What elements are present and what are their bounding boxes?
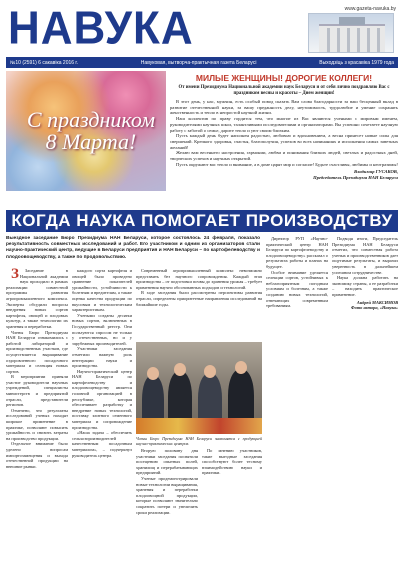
paragraph: каждого сорта картофеля и овощей было проведено сравнение показателей урожайности, устойчивости к болезням и вредителям, а также оценка качества продукции по вкусовым и технологическим характеристикам. — [72, 268, 132, 313]
issue-info-bar — [6, 57, 398, 68]
article-column-4 — [266, 236, 328, 570]
article-column-2b — [136, 268, 262, 340]
academy-building-image — [308, 13, 394, 53]
article-column-2 — [72, 268, 132, 568]
paragraph: В этот день, у нас, мужчин, есть особый повод сказать Вам слова благодарности за ваш бесценный вклад в развитие отечественной науки, за вашу преданность делу, неутомимость, трудолюбие и умение сохранять женственность и тепло в непростой научной жизни. — [170, 99, 398, 116]
article-byline — [332, 300, 398, 311]
photo-caption: Члены Бюро Президиума НАН Беларуси знакомятся с продукцией научно-практических центров. — [136, 436, 262, 446]
paragraph: З Заседание в Национальной академии наук проходило в рамках реализации совместной программы развития агропромышленного комплекса. Эксперты обсудили вопросы внедрения новых сортов картофеля, овощей и плодовых культур, а также технологии их хранения и переработки. — [6, 268, 68, 329]
paragraph: Подводя итоги, Председатель Президиума НАН Беларуси отметил, что совместная работа ученых и производственников дает ощутимые результаты, и выразил уверенность в дальнейшем успешном сотрудничестве. — [332, 236, 398, 275]
masthead — [6, 4, 398, 54]
paragraph: Директор РУП «Научно-практический центр НАН Беларуси по картофелеводству и плодоовощеводству» рассказал о результатах работы и планах на будущее. — [266, 236, 328, 269]
newspaper-logo: НАВУКА — [8, 2, 194, 55]
bureau-meeting-photo — [136, 342, 262, 434]
paragraph: В ходе заседания были рассмотрены перспективы развития отрасли, определены приоритетные направления исследований на ближайшие годы. — [136, 290, 262, 307]
paragraph: В мероприятии приняли участие руководители научных учреждений, специалисты министерств и предприятий отрасли, представители регионов. — [6, 374, 68, 408]
main-headline: КОГДА НАУКА ПОМОГАЕТ ПРОИЗВОДСТВУ — [6, 210, 398, 232]
paragraph: Ученые продемонстрировали новые технологии выращивания, хранения и переработки плодоовощной продукции, которые позволяют значительно сократить потери и увеличить сроки реализации. — [136, 475, 198, 515]
drop-cap: З — [11, 268, 19, 282]
paragraph: Отмечено, что результаты исследований ученых находят широкое применение в практике, позволяют повысить урожайность и снизить затраты на производство продукции. — [6, 407, 68, 441]
newspaper-subtitle: Навуковая, вытворча-практычная газета Беларусі — [140, 59, 257, 66]
site-url[interactable]: www.gazeta-navuka.by — [344, 6, 396, 12]
paragraph: Члены Бюро Президиума НАН Беларуси ознакомились с работой лабораторий и производственных участков, где осуществляется выращивание оздоровленного посадочного материала и селекция новых сортов. — [6, 329, 68, 374]
article-column-5 — [332, 236, 398, 570]
paragraph: «Наша задача – обеспечить сельхозпроизводителей качественным посадочным материалом», – подчеркнул руководитель центра. — [72, 430, 132, 458]
paragraph: Пусть окружают вас тепло и внимание, а в доме царят мир и согласие! Будьте счастливы, любимы и неотразимы! — [176, 161, 398, 167]
flowers-photo — [6, 71, 166, 191]
issue-number: №10 (2591) 6 сакавіка 2016 г. — [10, 59, 79, 66]
article-column-3b — [202, 448, 262, 570]
paragraph: Современный агропромышленный комплекс невозможно представить без научного сопровождения. Каждый этап производства – от подготовки почвы до хранения урожая – требует применения научно обоснованных подходов и технологий. — [136, 268, 262, 290]
author-name: Андрей МАКСИМОВ — [356, 299, 398, 305]
paragraph: Отдельное внимание было уделено вопросам импортозамещения и выхода отечественной продукции на внешние рынки. — [6, 441, 68, 469]
paragraph: Наука должна работать на экономику страны, а ее разработки – находить практическое применение. — [332, 275, 398, 297]
greeting-heading: МИЛЫЕ ЖЕНЩИНЫ! ДОРОГИЕ КОЛЛЕГИ! — [195, 73, 373, 83]
holiday-greeting: С праздником 8 Марта! — [26, 107, 156, 154]
paragraph: Учеными созданы десятки новых сортов, включенных в Государственный реестр. Они пользуются спросом не только у отечественных, но и у зарубежных производителей. — [72, 312, 132, 346]
greeting-signature — [170, 169, 398, 180]
paragraph: Вторую половину дня участники заседания посвятили посещению опытных полей, хранилищ и перерабатывающих предприятий. — [136, 448, 198, 476]
paragraph: Наш коллектив по праву гордится тем, что многие из Вас являются учеными с мировым именем, руководителями научных школ, талантливыми исследователями и организаторами. Вы успешно сочетаете научную работу с заботой о семье, дарите тепло и уют своим близким. — [170, 116, 398, 133]
paragraph: По мнению участников, такие выездные заседания способствуют более тесному взаимодействию науки и практики. — [202, 448, 262, 476]
article-column-3 — [136, 448, 198, 570]
signature-name: Владимир ГУСАКОВ, — [353, 169, 398, 175]
greeting-subheading: От имени Президиума Национальной академии наук Беларуси и от себя лично поздравляю Вас с праздником весны и красоты – Днем женщин! — [178, 85, 390, 96]
signature-title: Председатель Президиума НАН Беларуси — [313, 175, 398, 181]
article-column-1 — [6, 268, 68, 568]
article-lead: Выездное заседание Бюро Президиума НАН Беларуси, которое состоялось 24 февраля, показало результативность совместных исследований и работ. Его участником и одним из организаторов стали научно-практический центр, ведущие в Беларуси предприятия и НАН Беларуси – по картофелеводству и плодоовощеводству, а также по продовольствию. — [6, 236, 260, 260]
published-since: Выходзіць з красавіка 1979 года — [319, 59, 394, 66]
greeting-body — [170, 99, 398, 167]
photo-credit: Фото автора, «Навука» — [350, 305, 398, 311]
paragraph: Пусть каждый день будет наполнен радостью, любовью и вдохновением, а весна принесет новые силы для свершений. Крепкого здоровья, счастья, благополучия, успехов во всех начинаниях и исполнения самых заветных желаний! — [170, 133, 398, 150]
paragraph: Особое внимание уделяется селекции сортов, устойчивых к неблагоприятным погодным условиям и болезням, а также созданию новых технологий, отвечающих современным требованиям. — [266, 269, 328, 309]
paragraph: Желаю вам весеннего настроения, гармонии, любви и понимания близких людей, светлых и радостных дней, творческих успехов и научных открытий. — [170, 150, 398, 162]
greeting-article — [170, 73, 398, 193]
paragraph: Научно-практический центр НАН Беларуси по картофелеводству и плодоовощеводству является головной организацией в республике, которая обеспечивает разработку и внедрение новых технологий, поставку элитного семенного материала и сопровождение производства. — [72, 368, 132, 430]
paragraph: Участники заседания отметили важную роль интеграции науки и производства. — [72, 346, 132, 369]
